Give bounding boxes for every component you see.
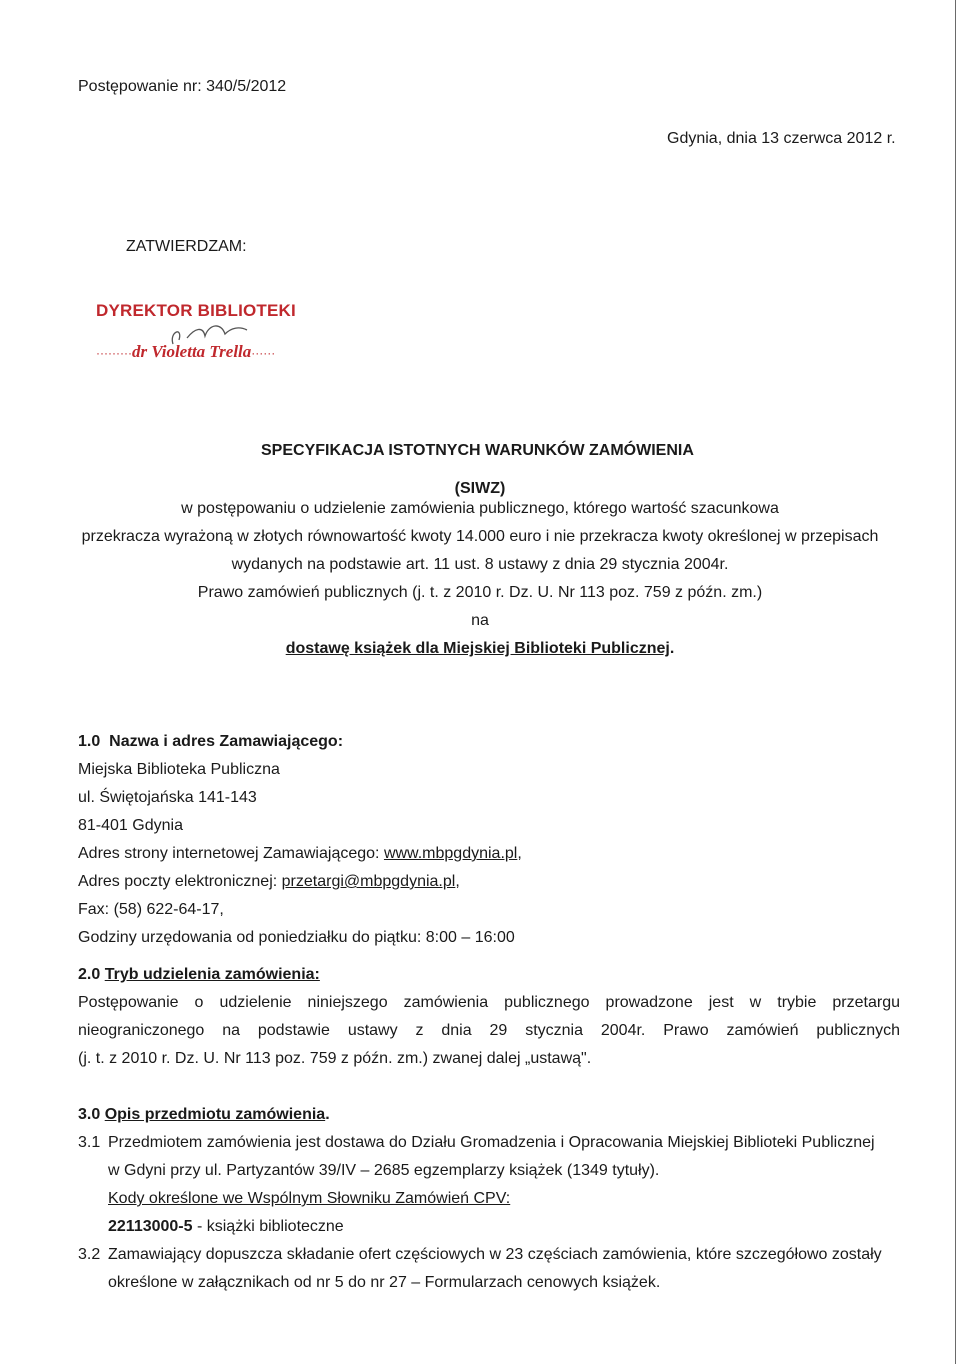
title-line-2: przekracza wyrażoną w złotych równowartość kwoty 14.000 euro i nie przekracza kwoty określonej w przepisach <box>81 528 879 545</box>
case-number: Postępowanie nr: 340/5/2012 <box>78 78 287 95</box>
point-3-2-line-1: Zamawiający dopuszcza składanie ofert częściowych w 23 częściach zamówienia, które szczegółowo zostały <box>108 1246 882 1263</box>
section-2-line-1: Postępowanie o udzielenie niniejszego zamówienia publicznego prowadzone jest w trybie przetargu <box>78 994 900 1011</box>
place-date: Gdynia, dnia 13 czerwca 2012 r. <box>667 130 896 147</box>
cpv-code-line <box>108 1218 344 1236</box>
library-street: ul. Świętojańska 141-143 <box>78 789 257 806</box>
fax-line: Fax: (58) 622-64-17, <box>78 901 224 918</box>
dotted-line: ······ <box>251 346 276 360</box>
cpv-description: - książki biblioteczne <box>192 1218 344 1235</box>
doc-abbr: (SIWZ) <box>454 480 506 497</box>
section-3-heading: 3.0 Opis przedmiotu zamówienia. <box>78 1106 330 1123</box>
point-3-2-number: 3.2 <box>78 1246 101 1263</box>
point-3-2-line-2: określone w załącznikach od nr 5 do nr 27 – Formularzach cenowych książek. <box>108 1274 661 1291</box>
point-3-1-line-2: w Gdyni przy ul. Partyzantów 39/IV – 2685 egzemplarzy książek (1349 tytuły). <box>108 1162 660 1179</box>
website-link[interactable]: www.mbpgdynia.pl <box>383 845 518 862</box>
stamp-name: dr Violetta Trella <box>131 342 252 361</box>
title-line-3: wydanych na podstawie art. 11 ust. 8 ustawy z dnia 29 stycznia 2004r. <box>231 556 729 573</box>
library-name: Miejska Biblioteka Publiczna <box>78 761 280 778</box>
doc-subject: dostawę książek dla Miejskiej Biblioteki Publicznej. <box>285 640 675 657</box>
page-edge-line <box>955 0 956 1364</box>
doc-title: SPECYFIKACJA ISTOTNYCH WARUNKÓW ZAMÓWIENIA <box>261 442 694 459</box>
dotted-line: ········· <box>96 346 132 360</box>
title-line-5: na <box>471 612 489 629</box>
cpv-code: 22113000-5 <box>108 1218 193 1235</box>
website-line: Adres strony internetowej Zamawiającego: www.mbpgdynia.pl, <box>78 845 522 862</box>
library-city: 81-401 Gdynia <box>78 817 183 834</box>
point-3-1-line-1: Przedmiotem zamówienia jest dostawa do Działu Gromadzenia i Opracowania Miejskiej Biblioteki Publicznej <box>108 1134 875 1151</box>
cpv-label: Kody określone we Wspólnym Słowniku Zamówień CPV: <box>108 1190 511 1207</box>
point-3-1-number: 3.1 <box>78 1134 101 1151</box>
section-1-heading: 1.0 Nazwa i adres Zamawiającego: <box>78 733 344 750</box>
stamp-name-line <box>96 342 275 362</box>
email-line: Adres poczty elektronicznej: przetargi@mbpgdynia.pl, <box>78 873 460 890</box>
approval-label: ZATWIERDZAM: <box>126 238 247 255</box>
stamp-title: DYREKTOR BIBLIOTEKI <box>96 301 296 320</box>
section-2-line-3: (j. t. z 2010 r. Dz. U. Nr 113 poz. 759 z późn. zm.) zwanej dalej „ustawą". <box>78 1050 592 1067</box>
section-2-heading: 2.0 Tryb udzielenia zamówienia: <box>78 966 320 983</box>
email-link[interactable]: przetargi@mbpgdynia.pl <box>281 873 456 890</box>
section-2-line-2: nieograniczonego na podstawie ustawy z dnia 29 stycznia 2004r. Prawo zamówień publicznych <box>78 1022 900 1039</box>
office-hours: Godziny urzędowania od poniedziałku do piątku: 8:00 – 16:00 <box>78 929 515 946</box>
title-line-1: w postępowaniu o udzielenie zamówienia publicznego, którego wartość szacunkowa <box>181 500 779 517</box>
title-line-4: Prawo zamówień publicznych (j. t. z 2010 r. Dz. U. Nr 113 poz. 759 z późn. zm.) <box>197 584 763 601</box>
